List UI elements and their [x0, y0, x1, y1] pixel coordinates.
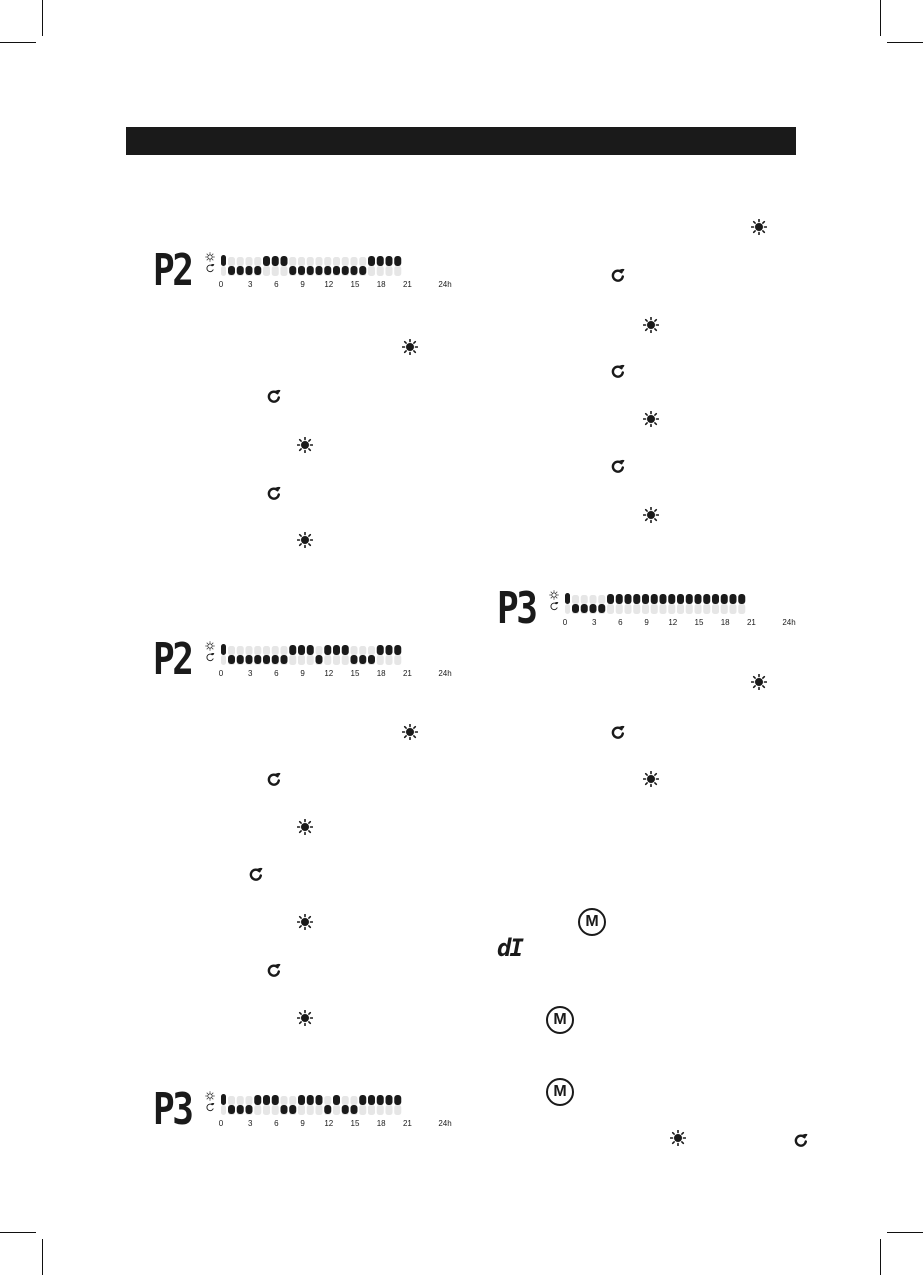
sun-icon — [643, 317, 659, 333]
hour-segment-ghost — [237, 257, 244, 266]
hour-segment — [342, 645, 349, 655]
hour-segment — [272, 655, 279, 664]
hour-segment — [281, 256, 288, 266]
hour-segment-ghost — [703, 604, 710, 614]
axis-tick-label: 15 — [350, 1119, 360, 1128]
hour-segment-ghost — [394, 1105, 401, 1115]
sun-icon — [297, 1010, 313, 1026]
hour-segment — [668, 594, 675, 604]
axis-tick-label: 12 — [324, 669, 334, 678]
sun-icon — [643, 507, 659, 523]
hour-segment — [651, 594, 658, 604]
sun-icon — [297, 437, 313, 453]
crop-mark — [887, 42, 923, 43]
hour-segment-ghost — [394, 655, 401, 665]
hour-segment-ghost — [660, 604, 667, 614]
hour-segment — [221, 1094, 226, 1105]
hour-segment — [237, 655, 244, 664]
hour-segment — [221, 255, 226, 266]
hour-segment-ghost — [616, 604, 623, 614]
moon-eco-icon — [266, 771, 282, 787]
hour-axis — [218, 669, 521, 681]
hour-segment-ghost — [246, 646, 253, 655]
hour-segment-ghost — [342, 1096, 349, 1105]
hour-segment-ghost — [712, 604, 719, 614]
hour-segment — [333, 645, 340, 655]
moon-eco-icon — [610, 267, 626, 283]
hour-segment — [695, 594, 702, 604]
axis-tick-label: 15 — [350, 280, 360, 289]
axis-tick-label: 6 — [274, 1119, 279, 1128]
hour-segment — [307, 266, 314, 275]
moon-eco-icon — [266, 962, 282, 978]
axis-tick-label: 15 — [694, 618, 704, 627]
hour-segment — [263, 256, 270, 266]
axis-tick-label: 12 — [324, 1119, 334, 1128]
axis-tick-label: 21 — [402, 1119, 412, 1128]
hour-segment-ghost — [298, 1105, 305, 1115]
hour-segment — [721, 594, 728, 604]
hour-segment — [333, 1095, 340, 1105]
hour-segment — [237, 266, 244, 275]
axis-tick-label: 21 — [402, 669, 412, 678]
hour-axis — [218, 280, 521, 292]
axis-tick-label: 15 — [350, 669, 360, 678]
axis-tick-label: 6 — [618, 618, 623, 627]
hour-segment — [386, 1095, 393, 1105]
hour-segment-ghost — [246, 257, 253, 266]
hour-bars — [565, 590, 865, 616]
hour-segment — [677, 594, 684, 604]
moon-eco-icon — [248, 866, 264, 882]
hour-segment — [642, 594, 649, 604]
hour-segment — [263, 1095, 270, 1105]
sun-icon — [751, 674, 767, 690]
hour-segment — [359, 655, 366, 664]
axis-tick-label: 6 — [274, 669, 279, 678]
hour-segment-ghost — [316, 257, 323, 266]
hour-segment — [333, 266, 340, 275]
axis-tick-label: 18 — [720, 618, 730, 627]
hour-segment — [351, 655, 358, 664]
moon-eco-icon — [205, 263, 215, 273]
hour-segment — [377, 1095, 384, 1105]
hour-segment — [572, 604, 579, 613]
hour-segment-ghost — [246, 1096, 253, 1105]
moon-eco-icon — [793, 1132, 809, 1148]
hour-segment-ghost — [598, 595, 605, 604]
hour-segment — [598, 604, 605, 613]
hour-segment-ghost — [351, 1096, 358, 1105]
hour-segment — [738, 594, 745, 604]
axis-tick-label: 24h — [438, 669, 452, 678]
hour-segment-ghost — [289, 655, 296, 665]
hour-segment — [289, 1105, 296, 1114]
hour-segment-ghost — [298, 655, 305, 665]
hour-segment-ghost — [368, 266, 375, 276]
hour-segment-ghost — [590, 595, 597, 604]
hour-segment — [386, 256, 393, 266]
hour-segment-ghost — [625, 604, 632, 614]
hour-segment-ghost — [237, 646, 244, 655]
axis-tick-label: 12 — [324, 280, 334, 289]
axis-tick-label: 9 — [300, 669, 305, 678]
sun-icon — [297, 532, 313, 548]
hour-segment — [616, 594, 623, 604]
hour-segment-ghost — [342, 655, 349, 665]
hour-segment — [246, 1105, 253, 1114]
sun-icon — [643, 411, 659, 427]
hour-segment — [565, 593, 570, 604]
hour-segment-ghost — [228, 646, 235, 655]
hour-segment-ghost — [333, 655, 340, 665]
hour-segment — [228, 655, 235, 664]
hour-segment-ghost — [272, 646, 279, 655]
hour-segment-ghost — [272, 1105, 279, 1115]
hour-segment — [686, 594, 693, 604]
hour-segment-ghost — [307, 655, 314, 665]
hour-segment — [703, 594, 710, 604]
hour-segment — [307, 645, 314, 655]
hour-segment-ghost — [386, 655, 393, 665]
sun-icon — [297, 914, 313, 930]
hour-segment-ghost — [738, 604, 745, 614]
hour-segment-ghost — [324, 257, 331, 266]
moon-eco-icon — [266, 485, 282, 501]
sun-icon — [643, 771, 659, 787]
hour-segment-ghost — [642, 604, 649, 614]
hour-bars — [221, 1091, 521, 1117]
hour-segment — [625, 594, 632, 604]
hour-segment-ghost — [221, 1105, 226, 1115]
hour-segment — [660, 594, 667, 604]
hour-segment-ghost — [677, 604, 684, 614]
hour-segment-ghost — [633, 604, 640, 614]
axis-tick-label: 24h — [438, 1119, 452, 1128]
hour-segment-ghost — [263, 1105, 270, 1115]
hour-segment — [394, 1095, 401, 1105]
mode-button: M — [546, 1078, 574, 1106]
hour-segment — [228, 266, 235, 275]
hour-segment-ghost — [333, 1105, 340, 1115]
hour-segment — [254, 1095, 261, 1105]
axis-tick-label: 21 — [746, 618, 756, 627]
axis-tick-label: 0 — [218, 280, 224, 289]
sun-icon — [402, 724, 418, 740]
hour-segment — [394, 645, 401, 655]
hour-segment-ghost — [237, 1096, 244, 1105]
hour-segment-ghost — [377, 1105, 384, 1115]
hour-segment — [581, 604, 588, 613]
hour-segment — [730, 594, 737, 604]
axis-tick-label: 6 — [274, 280, 279, 289]
hour-segment — [246, 655, 253, 664]
section-header-bar — [126, 127, 796, 155]
program-code: P3 — [153, 1084, 192, 1135]
moon-eco-icon — [610, 363, 626, 379]
hour-segment-ghost — [324, 655, 331, 665]
program-code: P2 — [153, 634, 192, 685]
hour-segment-ghost — [377, 655, 384, 665]
moon-eco-icon — [549, 601, 559, 611]
hour-segment-ghost — [651, 604, 658, 614]
sun-icon — [549, 590, 559, 600]
hour-segment-ghost — [281, 1096, 288, 1105]
hour-segment — [324, 1105, 331, 1114]
hour-segment — [298, 645, 305, 655]
hour-segment — [316, 1095, 323, 1105]
crop-mark — [42, 1239, 43, 1275]
axis-tick-label: 3 — [247, 280, 253, 289]
crop-mark — [42, 0, 43, 36]
hour-segment — [394, 256, 401, 266]
hour-segment-ghost — [368, 646, 375, 655]
hour-segment-ghost — [668, 604, 675, 614]
axis-tick-label: 24h — [782, 618, 796, 627]
hour-segment — [316, 266, 323, 275]
axis-tick-label: 9 — [300, 280, 305, 289]
sun-icon — [205, 1091, 215, 1101]
hour-segment-ghost — [228, 257, 235, 266]
hour-bars — [221, 641, 521, 667]
hour-segment — [281, 655, 288, 664]
axis-tick-label: 3 — [247, 1119, 253, 1128]
hour-segment — [342, 266, 349, 275]
hour-segment-ghost — [342, 257, 349, 266]
program-code: P3 — [497, 583, 536, 634]
sun-icon — [402, 339, 418, 355]
hour-segment-ghost — [254, 646, 261, 655]
display-code: dI — [497, 934, 522, 962]
hour-segment — [712, 594, 719, 604]
hour-segment-ghost — [359, 257, 366, 266]
hour-segment — [228, 1105, 235, 1114]
axis-tick-label: 3 — [247, 669, 253, 678]
hour-segment — [351, 1105, 358, 1114]
hour-segment-ghost — [359, 646, 366, 655]
hour-segment-ghost — [324, 1096, 331, 1105]
hour-segment-ghost — [289, 257, 296, 266]
hour-segment — [316, 655, 323, 664]
axis-tick-label: 24h — [438, 280, 452, 289]
hour-segment-ghost — [228, 1096, 235, 1105]
hour-segment-ghost — [254, 1105, 261, 1115]
hour-segment — [254, 655, 261, 664]
hour-segment-ghost — [607, 604, 614, 614]
program-display-p3 — [153, 1084, 463, 1141]
axis-tick-label: 0 — [218, 669, 224, 678]
hour-segment-ghost — [368, 1105, 375, 1115]
hour-segment-ghost — [307, 1105, 314, 1115]
hour-segment — [377, 256, 384, 266]
hour-segment-ghost — [221, 655, 226, 665]
sun-icon — [205, 641, 215, 651]
hour-segment-ghost — [254, 257, 261, 266]
hour-segment — [263, 655, 270, 664]
hour-segment-ghost — [572, 595, 579, 604]
hour-segment-ghost — [565, 604, 570, 614]
hour-segment-ghost — [298, 257, 305, 266]
hour-segment — [607, 594, 614, 604]
hour-segment — [368, 1095, 375, 1105]
hour-segment — [237, 1105, 244, 1114]
hour-segment — [289, 266, 296, 275]
moon-eco-icon — [266, 388, 282, 404]
axis-tick-label: 0 — [218, 1119, 224, 1128]
axis-tick-label: 12 — [668, 618, 678, 627]
axis-tick-label: 0 — [562, 618, 568, 627]
hour-segment — [298, 1095, 305, 1105]
hour-segment — [254, 266, 261, 275]
hour-segment — [368, 256, 375, 266]
hour-segment — [281, 1105, 288, 1114]
hour-segment-ghost — [307, 257, 314, 266]
moon-eco-icon — [205, 1102, 215, 1112]
hour-segment — [289, 645, 296, 655]
hour-segment-ghost — [263, 646, 270, 655]
hour-segment-ghost — [386, 266, 393, 276]
program-display-p2 — [153, 245, 463, 302]
hour-segment — [359, 266, 366, 275]
moon-eco-icon — [205, 652, 215, 662]
hour-segment — [246, 266, 253, 275]
hour-segment-ghost — [289, 1096, 296, 1105]
axis-tick-label: 3 — [591, 618, 597, 627]
hour-segment — [351, 266, 358, 275]
crop-mark — [887, 1232, 923, 1233]
hour-segment — [272, 256, 279, 266]
hour-segment — [633, 594, 640, 604]
program-code: P2 — [153, 245, 192, 296]
hour-segment-ghost — [221, 266, 226, 276]
hour-segment-ghost — [359, 1105, 366, 1115]
hour-segment-ghost — [281, 646, 288, 655]
hour-segment — [307, 1095, 314, 1105]
sun-icon — [751, 219, 767, 235]
hour-segment-ghost — [695, 604, 702, 614]
crop-mark — [0, 1232, 36, 1233]
axis-tick-label: 9 — [300, 1119, 305, 1128]
hour-segment-ghost — [377, 266, 384, 276]
mode-button: M — [546, 1006, 574, 1034]
hour-segment-ghost — [386, 1105, 393, 1115]
hour-segment — [377, 645, 384, 655]
hour-segment-ghost — [686, 604, 693, 614]
axis-tick-label: 21 — [402, 280, 412, 289]
hour-segment-ghost — [333, 257, 340, 266]
hour-segment-ghost — [351, 257, 358, 266]
crop-mark — [880, 1239, 881, 1275]
axis-tick-label: 9 — [644, 618, 649, 627]
crop-mark — [0, 42, 36, 43]
axis-tick-label: 18 — [376, 1119, 386, 1128]
hour-segment — [342, 1105, 349, 1114]
hour-segment-ghost — [721, 604, 728, 614]
hour-segment-ghost — [272, 266, 279, 276]
hour-segment — [368, 655, 375, 664]
moon-eco-icon — [610, 458, 626, 474]
hour-segment-ghost — [394, 266, 401, 276]
axis-tick-label: 18 — [376, 669, 386, 678]
axis-tick-label: 18 — [376, 280, 386, 289]
hour-segment — [386, 645, 393, 655]
hour-segment — [221, 644, 226, 655]
hour-segment-ghost — [351, 646, 358, 655]
hour-axis — [562, 618, 865, 630]
hour-segment-ghost — [263, 266, 270, 276]
sun-icon — [670, 1130, 686, 1146]
hour-axis — [218, 1119, 521, 1131]
program-display-p3 — [497, 583, 807, 640]
hour-segment — [324, 645, 331, 655]
hour-segment — [298, 266, 305, 275]
hour-segment — [359, 1095, 366, 1105]
mode-button: M — [578, 908, 606, 936]
hour-segment — [590, 604, 597, 613]
hour-bars — [221, 252, 521, 278]
program-display-p2 — [153, 634, 463, 691]
hour-segment-ghost — [281, 266, 288, 276]
hour-segment — [272, 1095, 279, 1105]
hour-segment-ghost — [581, 595, 588, 604]
hour-segment — [324, 266, 331, 275]
sun-icon — [205, 252, 215, 262]
sun-icon — [297, 819, 313, 835]
hour-segment-ghost — [316, 1105, 323, 1115]
hour-segment-ghost — [730, 604, 737, 614]
moon-eco-icon — [610, 724, 626, 740]
hour-segment-ghost — [316, 646, 323, 655]
crop-mark — [880, 0, 881, 36]
